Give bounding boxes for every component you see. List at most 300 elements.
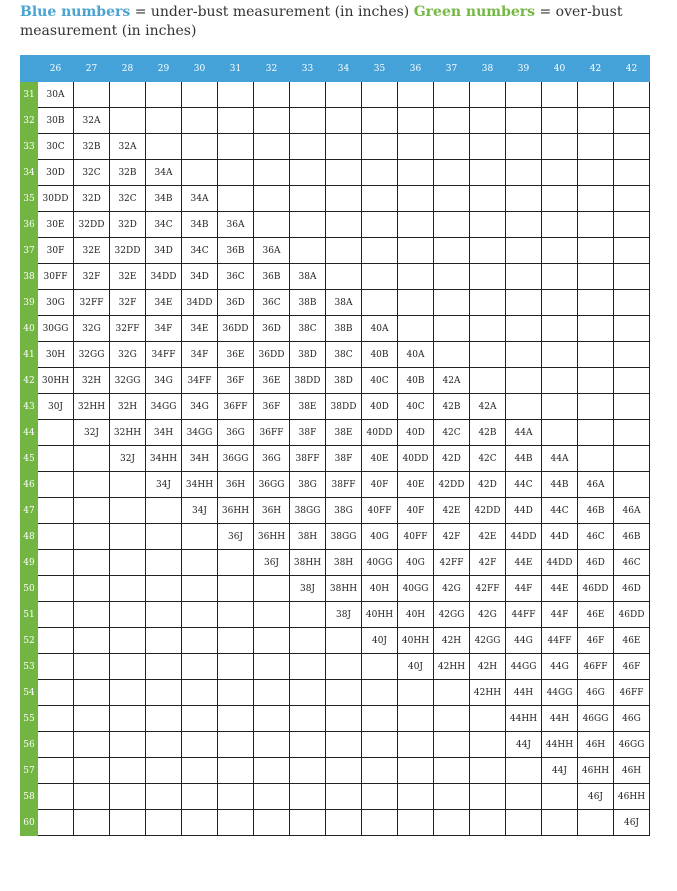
size-cell xyxy=(74,706,110,732)
size-cell: 30GG xyxy=(38,316,74,342)
size-cell xyxy=(398,732,434,758)
size-cell xyxy=(146,498,182,524)
size-cell xyxy=(146,706,182,732)
size-cell xyxy=(254,108,290,134)
size-cell xyxy=(542,784,578,810)
size-cell: 38G xyxy=(290,472,326,498)
size-cell xyxy=(506,316,542,342)
size-cell: 38DD xyxy=(326,394,362,420)
size-cell xyxy=(506,264,542,290)
size-cell xyxy=(74,784,110,810)
size-cell: 46J xyxy=(614,810,650,836)
size-cell xyxy=(74,628,110,654)
size-cell: 36D xyxy=(218,290,254,316)
size-cell xyxy=(218,134,254,160)
size-cell xyxy=(146,550,182,576)
size-cell xyxy=(110,784,146,810)
size-cell xyxy=(398,758,434,784)
size-cell: 32F xyxy=(110,290,146,316)
size-cell xyxy=(254,654,290,680)
size-cell xyxy=(110,628,146,654)
size-cell xyxy=(470,134,506,160)
size-cell xyxy=(38,472,74,498)
size-cell: 46E xyxy=(578,602,614,628)
size-cell xyxy=(38,706,74,732)
size-cell: 42GG xyxy=(434,602,470,628)
row-header: 49 xyxy=(21,550,38,576)
size-cell xyxy=(38,654,74,680)
size-cell: 42HH xyxy=(470,680,506,706)
size-cell xyxy=(398,290,434,316)
size-cell xyxy=(614,420,650,446)
row-header: 50 xyxy=(21,576,38,602)
size-cell xyxy=(110,602,146,628)
size-cell xyxy=(398,160,434,186)
size-cell xyxy=(398,108,434,134)
row-header: 36 xyxy=(21,212,38,238)
size-cell: 46D xyxy=(614,576,650,602)
size-cell: 46H xyxy=(614,758,650,784)
size-cell: 46G xyxy=(614,706,650,732)
size-cell xyxy=(542,160,578,186)
size-cell xyxy=(614,238,650,264)
size-cell xyxy=(470,732,506,758)
size-cell xyxy=(614,368,650,394)
size-cell xyxy=(254,602,290,628)
size-cell xyxy=(362,134,398,160)
size-cell xyxy=(290,680,326,706)
size-cell xyxy=(110,108,146,134)
size-cell: 34G xyxy=(182,394,218,420)
size-cell: 42D xyxy=(470,472,506,498)
size-cell: 42E xyxy=(434,498,470,524)
row-header: 34 xyxy=(21,160,38,186)
size-cell xyxy=(182,654,218,680)
size-cell xyxy=(506,134,542,160)
table-row xyxy=(21,654,650,680)
size-cell xyxy=(398,810,434,836)
size-cell: 30HH xyxy=(38,368,74,394)
size-cell xyxy=(506,238,542,264)
size-cell xyxy=(218,810,254,836)
size-cell xyxy=(470,108,506,134)
size-cell xyxy=(470,290,506,316)
size-cell xyxy=(614,160,650,186)
size-cell: 46HH xyxy=(614,784,650,810)
size-cell xyxy=(362,160,398,186)
column-header: 32 xyxy=(254,56,290,82)
column-header: 34 xyxy=(326,56,362,82)
size-cell: 36H xyxy=(218,472,254,498)
size-cell: 46F xyxy=(614,654,650,680)
size-cell xyxy=(146,134,182,160)
size-cell xyxy=(434,264,470,290)
size-cell: 42D xyxy=(434,446,470,472)
table-row xyxy=(21,602,650,628)
size-cell xyxy=(38,524,74,550)
row-header: 48 xyxy=(21,524,38,550)
size-cell xyxy=(74,498,110,524)
size-cell xyxy=(542,290,578,316)
header-row xyxy=(21,56,650,82)
size-cell xyxy=(254,212,290,238)
size-cell xyxy=(74,680,110,706)
size-cell xyxy=(38,784,74,810)
size-cell xyxy=(578,446,614,472)
size-cell: 30F xyxy=(38,238,74,264)
legend xyxy=(20,3,660,41)
size-cell xyxy=(218,654,254,680)
size-cell xyxy=(578,238,614,264)
size-cell: 36E xyxy=(218,342,254,368)
size-cell xyxy=(254,758,290,784)
size-cell: 38HH xyxy=(290,550,326,576)
size-cell xyxy=(578,420,614,446)
table-row xyxy=(21,784,650,810)
size-cell: 46A xyxy=(614,498,650,524)
row-header: 60 xyxy=(21,810,38,836)
size-cell: 38H xyxy=(326,550,362,576)
size-cell xyxy=(470,160,506,186)
size-cell: 42H xyxy=(434,628,470,654)
size-cell: 32FF xyxy=(74,290,110,316)
size-cell: 32F xyxy=(74,264,110,290)
size-cell: 34HH xyxy=(146,446,182,472)
size-cell xyxy=(362,810,398,836)
size-cell xyxy=(470,784,506,810)
size-cell: 44DD xyxy=(542,550,578,576)
size-cell: 40FF xyxy=(398,524,434,550)
size-cell: 42FF xyxy=(434,550,470,576)
size-cell: 34FF xyxy=(182,368,218,394)
size-cell xyxy=(146,82,182,108)
size-cell xyxy=(290,186,326,212)
size-cell xyxy=(398,134,434,160)
size-cell xyxy=(470,316,506,342)
size-cell xyxy=(110,758,146,784)
size-cell: 38FF xyxy=(290,446,326,472)
size-cell: 38DD xyxy=(290,368,326,394)
size-cell xyxy=(182,628,218,654)
size-cell: 38C xyxy=(290,316,326,342)
size-cell: 36FF xyxy=(218,394,254,420)
size-cell xyxy=(146,758,182,784)
size-cell: 32E xyxy=(74,238,110,264)
size-cell: 32D xyxy=(74,186,110,212)
size-cell xyxy=(110,654,146,680)
size-cell xyxy=(398,784,434,810)
size-cell: 34A xyxy=(182,186,218,212)
size-cell: 36F xyxy=(254,394,290,420)
size-cell xyxy=(362,706,398,732)
size-cell: 44H xyxy=(506,680,542,706)
size-cell xyxy=(434,108,470,134)
size-cell xyxy=(362,784,398,810)
size-cell: 42C xyxy=(434,420,470,446)
size-cell xyxy=(434,680,470,706)
size-cell: 42C xyxy=(470,446,506,472)
size-cell xyxy=(326,706,362,732)
size-cell: 36H xyxy=(254,498,290,524)
size-cell xyxy=(614,394,650,420)
size-cell xyxy=(326,82,362,108)
size-cell: 36C xyxy=(254,290,290,316)
size-cell xyxy=(542,420,578,446)
size-cell xyxy=(470,186,506,212)
size-cell: 36F xyxy=(218,368,254,394)
size-cell xyxy=(110,732,146,758)
size-cell: 46B xyxy=(578,498,614,524)
size-cell xyxy=(398,212,434,238)
size-cell: 38HH xyxy=(326,576,362,602)
size-cell: 32HH xyxy=(110,420,146,446)
size-cell: 32B xyxy=(110,160,146,186)
size-cell xyxy=(182,550,218,576)
size-cell xyxy=(146,810,182,836)
size-cell: 30FF xyxy=(38,264,74,290)
row-header: 41 xyxy=(21,342,38,368)
table-row xyxy=(21,394,650,420)
column-header: 31 xyxy=(218,56,254,82)
size-cell xyxy=(218,186,254,212)
size-cell xyxy=(326,108,362,134)
size-cell xyxy=(362,212,398,238)
size-cell: 32J xyxy=(74,420,110,446)
row-header: 43 xyxy=(21,394,38,420)
size-cell xyxy=(326,186,362,212)
size-cell xyxy=(398,186,434,212)
size-cell: 46F xyxy=(578,628,614,654)
size-cell: 46DD xyxy=(578,576,614,602)
size-cell: 46GG xyxy=(614,732,650,758)
size-cell: 30C xyxy=(38,134,74,160)
size-cell: 44F xyxy=(506,576,542,602)
size-cell xyxy=(542,264,578,290)
table-row xyxy=(21,316,650,342)
size-cell xyxy=(290,732,326,758)
size-cell xyxy=(362,238,398,264)
size-cell xyxy=(398,82,434,108)
size-cell: 36J xyxy=(254,550,290,576)
size-cell xyxy=(254,784,290,810)
size-cell: 44G xyxy=(506,628,542,654)
size-cell xyxy=(398,238,434,264)
size-cell xyxy=(326,654,362,680)
size-cell xyxy=(290,706,326,732)
row-header: 39 xyxy=(21,290,38,316)
size-cell: 34D xyxy=(146,238,182,264)
column-header: 42 xyxy=(578,56,614,82)
size-cell xyxy=(290,628,326,654)
size-cell: 36J xyxy=(218,524,254,550)
size-cell: 42GG xyxy=(470,628,506,654)
corner-cell xyxy=(21,56,38,82)
size-cell xyxy=(614,316,650,342)
size-cell xyxy=(506,810,542,836)
size-cell: 46C xyxy=(614,550,650,576)
size-cell xyxy=(182,160,218,186)
size-cell xyxy=(362,758,398,784)
size-cell: 34H xyxy=(182,446,218,472)
size-cell xyxy=(218,82,254,108)
size-cell xyxy=(398,316,434,342)
size-cell xyxy=(470,82,506,108)
size-cell xyxy=(38,758,74,784)
row-header: 33 xyxy=(21,134,38,160)
row-header: 57 xyxy=(21,758,38,784)
size-cell: 34D xyxy=(182,264,218,290)
size-cell: 32GG xyxy=(74,342,110,368)
size-cell: 36GG xyxy=(218,446,254,472)
size-cell xyxy=(254,160,290,186)
row-header: 52 xyxy=(21,628,38,654)
size-cell: 32C xyxy=(110,186,146,212)
column-header: 26 xyxy=(38,56,74,82)
column-header: 35 xyxy=(362,56,398,82)
size-cell xyxy=(542,238,578,264)
size-cell xyxy=(182,602,218,628)
size-cell: 38A xyxy=(326,290,362,316)
size-cell xyxy=(182,82,218,108)
size-cell xyxy=(290,654,326,680)
size-cell xyxy=(506,784,542,810)
size-cell: 40DD xyxy=(362,420,398,446)
size-cell: 32D xyxy=(110,212,146,238)
size-cell xyxy=(110,576,146,602)
size-cell: 40DD xyxy=(398,446,434,472)
size-cell: 46C xyxy=(578,524,614,550)
size-cell xyxy=(218,160,254,186)
row-header: 46 xyxy=(21,472,38,498)
blue-legend-desc: = under-bust measurement (in inches) xyxy=(130,4,414,20)
size-cell: 44E xyxy=(542,576,578,602)
size-cell: 32DD xyxy=(74,212,110,238)
table-row xyxy=(21,368,650,394)
table-row xyxy=(21,810,650,836)
size-cell: 44DD xyxy=(506,524,542,550)
size-cell xyxy=(74,524,110,550)
size-cell: 32A xyxy=(74,108,110,134)
size-cell xyxy=(614,186,650,212)
size-cell: 34J xyxy=(182,498,218,524)
size-cell: 46GG xyxy=(578,706,614,732)
size-cell: 36DD xyxy=(218,316,254,342)
row-header: 54 xyxy=(21,680,38,706)
size-cell xyxy=(578,394,614,420)
size-cell: 32C xyxy=(74,160,110,186)
size-cell xyxy=(110,524,146,550)
size-cell: 40H xyxy=(398,602,434,628)
bra-size-table xyxy=(20,55,650,836)
size-cell: 38F xyxy=(290,420,326,446)
size-cell xyxy=(542,82,578,108)
row-header: 55 xyxy=(21,706,38,732)
size-cell xyxy=(38,446,74,472)
size-cell xyxy=(434,290,470,316)
column-header: 28 xyxy=(110,56,146,82)
size-cell xyxy=(218,550,254,576)
size-cell: 44GG xyxy=(506,654,542,680)
size-cell xyxy=(38,420,74,446)
size-cell xyxy=(506,368,542,394)
table-row xyxy=(21,498,650,524)
size-cell xyxy=(542,342,578,368)
size-cell xyxy=(578,342,614,368)
size-cell xyxy=(506,186,542,212)
size-cell xyxy=(398,264,434,290)
size-cell xyxy=(398,706,434,732)
size-cell xyxy=(434,134,470,160)
size-cell xyxy=(182,732,218,758)
size-cell: 44G xyxy=(542,654,578,680)
size-cell: 38GG xyxy=(326,524,362,550)
size-cell: 36A xyxy=(218,212,254,238)
size-cell: 44FF xyxy=(506,602,542,628)
column-header: 37 xyxy=(434,56,470,82)
size-cell: 46DD xyxy=(614,602,650,628)
size-cell xyxy=(146,654,182,680)
size-cell: 34F xyxy=(146,316,182,342)
size-cell: 36FF xyxy=(254,420,290,446)
size-cell: 34DD xyxy=(182,290,218,316)
size-cell: 30J xyxy=(38,394,74,420)
size-cell: 40E xyxy=(362,446,398,472)
size-cell: 34HH xyxy=(182,472,218,498)
size-cell: 36HH xyxy=(254,524,290,550)
size-cell xyxy=(614,472,650,498)
row-header: 53 xyxy=(21,654,38,680)
size-cell xyxy=(182,576,218,602)
size-cell: 34C xyxy=(182,238,218,264)
table-row xyxy=(21,576,650,602)
size-cell xyxy=(38,680,74,706)
row-header: 45 xyxy=(21,446,38,472)
size-cell xyxy=(542,394,578,420)
size-cell: 42A xyxy=(434,368,470,394)
size-cell: 40HH xyxy=(398,628,434,654)
size-cell: 36G xyxy=(218,420,254,446)
size-cell xyxy=(362,82,398,108)
row-header: 58 xyxy=(21,784,38,810)
size-cell xyxy=(290,212,326,238)
size-cell: 34A xyxy=(146,160,182,186)
size-cell xyxy=(110,706,146,732)
size-cell: 30E xyxy=(38,212,74,238)
size-cell xyxy=(254,82,290,108)
size-cell: 40E xyxy=(398,472,434,498)
size-cell xyxy=(578,82,614,108)
size-cell xyxy=(578,134,614,160)
size-cell: 40C xyxy=(362,368,398,394)
size-cell xyxy=(614,82,650,108)
size-cell: 44GG xyxy=(542,680,578,706)
size-cell: 40F xyxy=(398,498,434,524)
size-cell xyxy=(218,784,254,810)
size-cell xyxy=(362,290,398,316)
size-cell xyxy=(614,290,650,316)
size-cell: 44D xyxy=(506,498,542,524)
size-cell: 46G xyxy=(578,680,614,706)
size-cell xyxy=(182,784,218,810)
size-cell: 32E xyxy=(110,264,146,290)
size-cell xyxy=(74,758,110,784)
size-cell: 34J xyxy=(146,472,182,498)
size-cell xyxy=(506,290,542,316)
column-header: 40 xyxy=(542,56,578,82)
size-cell xyxy=(290,108,326,134)
size-cell: 38F xyxy=(326,446,362,472)
table-body xyxy=(21,82,650,836)
